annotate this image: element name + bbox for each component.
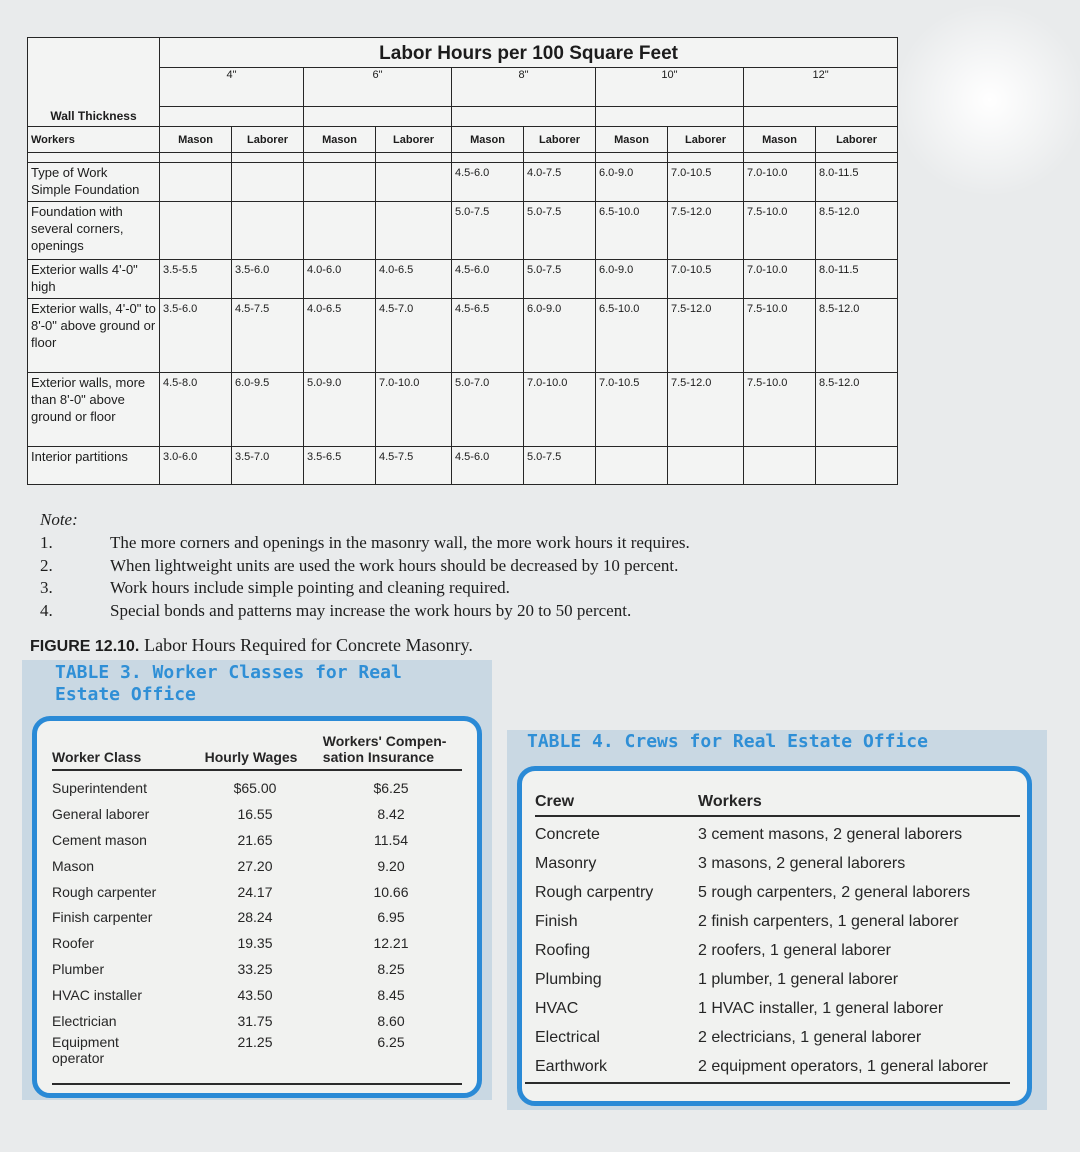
work-type-label: Exterior walls, more than 8'-0" above ground or floor xyxy=(28,373,160,447)
notes-title: Note: xyxy=(40,510,78,529)
worker-class: Electrician xyxy=(52,1012,117,1029)
notes-section xyxy=(40,510,840,622)
worker-header: Laborer xyxy=(816,127,898,153)
table-cell: 8.0-11.5 xyxy=(816,260,898,299)
worker-classes-table xyxy=(52,733,462,1068)
worker-header: Laborer xyxy=(668,127,744,153)
table-cell: 7.5-12.0 xyxy=(668,299,744,373)
table-cell: 4.0-6.0 xyxy=(304,260,376,299)
worker-class: General laborer xyxy=(52,805,150,822)
table-cell: 6.5-10.0 xyxy=(596,299,668,373)
work-type-cell xyxy=(28,163,160,202)
table-cell: 5.0-7.5 xyxy=(524,260,596,299)
table-row xyxy=(535,878,1020,907)
column-header: Worker Class xyxy=(52,749,142,765)
size-header-12: 12" xyxy=(744,67,898,107)
table-cell: 6.0-9.0 xyxy=(524,299,596,373)
worker-header: Mason xyxy=(304,127,376,153)
crew-name: Roofing xyxy=(535,941,591,959)
note-text: Work hours include simple pointing and cleaning required. xyxy=(110,578,510,597)
table-cell: 4.5-7.0 xyxy=(376,299,452,373)
worker-class: HVAC installer xyxy=(52,987,142,1004)
table-row xyxy=(535,1023,1020,1052)
table-cell: 4.5-6.0 xyxy=(452,163,524,202)
table-cell: 4.0-6.5 xyxy=(304,299,376,373)
table-row xyxy=(535,965,1020,994)
size-header-6: 6" xyxy=(304,67,452,107)
comp-insurance: 6.25 xyxy=(377,1033,405,1050)
table-cell: 4.5-8.0 xyxy=(160,373,232,447)
comp-insurance: 8.25 xyxy=(377,961,405,978)
worker-class: Roofer xyxy=(52,935,95,952)
table-cell: 7.0-10.0 xyxy=(744,260,816,299)
column-header: Hourly Wages xyxy=(204,749,298,765)
figure-caption-label: FIGURE 12.10. xyxy=(30,638,140,655)
crew-name: Plumbing xyxy=(535,970,602,988)
table-row xyxy=(535,994,1020,1023)
table-cell: 7.5-10.0 xyxy=(744,373,816,447)
table-title: Labor Hours per 100 Square Feet xyxy=(160,38,898,68)
worker-class: Plumber xyxy=(52,961,105,978)
table-cell: 4.5-6.0 xyxy=(452,260,524,299)
corner-blank xyxy=(28,38,160,68)
hourly-wage: 28.24 xyxy=(237,909,273,926)
table-row xyxy=(52,982,462,1008)
crew-workers: 2 roofers, 1 general laborer xyxy=(698,941,891,959)
table-row xyxy=(535,907,1020,936)
table-cell xyxy=(160,163,232,202)
table-cell: 8.5-12.0 xyxy=(816,299,898,373)
work-type-label: Foundation with several corners, openings xyxy=(28,202,160,260)
table-cell: 4.0-6.5 xyxy=(376,260,452,299)
table-cell: 5.0-7.5 xyxy=(524,447,596,485)
crew-workers: 5 rough carpenters, 2 general laborers xyxy=(698,883,971,901)
hourly-wage: 31.75 xyxy=(237,1012,273,1029)
table-cell xyxy=(304,163,376,202)
table-cell: 7.5-10.0 xyxy=(744,299,816,373)
note-item xyxy=(40,600,840,623)
comp-insurance: 9.20 xyxy=(377,857,405,874)
crew-workers: 1 HVAC installer, 1 general laborer xyxy=(698,999,944,1017)
column-header: Workers xyxy=(698,793,762,810)
table-cell: 8.0-11.5 xyxy=(816,163,898,202)
column-header: Workers' Compen-sation Insurance xyxy=(322,733,447,765)
crew-workers: 3 cement masons, 2 general laborers xyxy=(698,825,963,843)
table-cell: 7.0-10.0 xyxy=(524,373,596,447)
work-type-label: Exterior walls 4'-0" high xyxy=(28,260,160,299)
table-row xyxy=(52,1034,462,1068)
table-cell xyxy=(668,447,744,485)
note-number: 1. xyxy=(40,533,53,552)
table-cell: 3.5-6.0 xyxy=(232,260,304,299)
crew-name: Finish xyxy=(535,912,578,930)
note-number: 4. xyxy=(40,600,53,620)
worker-class: Equipment operator xyxy=(52,1033,119,1066)
table-row xyxy=(52,801,462,827)
labor-hours-table xyxy=(27,37,898,485)
work-type-label: Simple Foundation xyxy=(31,182,140,198)
work-type-label: Interior partitions xyxy=(28,447,160,485)
table-cell: 7.0-10.0 xyxy=(744,163,816,202)
size-header-8: 8" xyxy=(452,67,596,107)
table4-heading: TABLE 4. Crews for Real Estate Office xyxy=(527,731,928,752)
worker-header: Laborer xyxy=(376,127,452,153)
table-cell: 7.0-10.5 xyxy=(668,260,744,299)
table-cell: 6.0-9.5 xyxy=(232,373,304,447)
comp-insurance: 8.45 xyxy=(377,987,405,1004)
table-cell: 4.0-7.5 xyxy=(524,163,596,202)
note-item xyxy=(40,577,840,600)
hourly-wage: 21.25 xyxy=(237,1033,273,1050)
worker-class: Cement mason xyxy=(52,831,147,848)
table4-bottom-rule xyxy=(525,1082,1010,1084)
table-row xyxy=(52,904,462,930)
table-header-row xyxy=(535,793,1020,817)
hourly-wage: 19.35 xyxy=(237,935,273,952)
table-cell: 3.5-5.5 xyxy=(160,260,232,299)
comp-insurance: 6.95 xyxy=(377,909,405,926)
workers-label: Workers xyxy=(28,127,160,153)
crew-name: Earthwork xyxy=(535,1057,608,1075)
hourly-wage: 27.20 xyxy=(237,857,273,874)
table-cell: 6.5-10.0 xyxy=(596,202,668,260)
worker-class: Superintendent xyxy=(52,779,147,796)
worker-header: Mason xyxy=(452,127,524,153)
worker-header: Mason xyxy=(744,127,816,153)
table-cell: 4.5-6.5 xyxy=(452,299,524,373)
table-cell: 8.5-12.0 xyxy=(816,373,898,447)
crew-workers: 2 finish carpenters, 1 general laborer xyxy=(698,912,959,930)
table-cell: 5.0-7.5 xyxy=(452,202,524,260)
table-cell: 3.5-6.5 xyxy=(304,447,376,485)
figure-caption-text: Labor Hours Required for Concrete Masonry. xyxy=(144,635,473,655)
worker-class: Rough carpenter xyxy=(52,883,157,900)
wall-thickness-label: Wall Thickness xyxy=(50,108,137,123)
comp-insurance: 10.66 xyxy=(373,883,409,900)
table-cell: 5.0-7.5 xyxy=(524,202,596,260)
table-cell: 7.5-12.0 xyxy=(668,373,744,447)
table-cell: 7.0-10.5 xyxy=(668,163,744,202)
hourly-wage: 43.50 xyxy=(237,987,273,1004)
work-type-label: Exterior walls, 4'-0" to 8'-0" above ground or floor xyxy=(28,299,160,373)
table-cell xyxy=(160,202,232,260)
comp-insurance: 8.42 xyxy=(377,805,405,822)
note-text: Special bonds and patterns may increase the work hours by 20 to 50 percent. xyxy=(110,600,632,620)
hourly-wage: $65.00 xyxy=(233,779,277,796)
worker-header: Mason xyxy=(596,127,668,153)
comp-insurance: 11.54 xyxy=(374,831,408,848)
crew-name: HVAC xyxy=(535,999,579,1017)
table-cell xyxy=(232,163,304,202)
crew-name: Concrete xyxy=(535,825,600,843)
table-cell: 3.5-6.0 xyxy=(160,299,232,373)
table-cell: 5.0-7.0 xyxy=(452,373,524,447)
table-cell: 4.5-7.5 xyxy=(232,299,304,373)
type-of-work-label: Type of Work xyxy=(31,165,108,181)
table-cell: 4.5-7.5 xyxy=(376,447,452,485)
worker-class: Finish carpenter xyxy=(52,909,153,926)
table-cell: 8.5-12.0 xyxy=(816,202,898,260)
table-row xyxy=(52,853,462,879)
table-cell: 7.0-10.0 xyxy=(376,373,452,447)
crew-name: Masonry xyxy=(535,854,597,872)
table-cell: 3.0-6.0 xyxy=(160,447,232,485)
hourly-wage: 24.17 xyxy=(237,883,273,900)
table3-bottom-rule xyxy=(52,1083,462,1085)
note-number: 2. xyxy=(40,555,53,575)
table-cell xyxy=(596,447,668,485)
worker-header: Laborer xyxy=(232,127,304,153)
crew-workers: 3 masons, 2 general laborers xyxy=(698,854,906,872)
crew-name: Electrical xyxy=(535,1028,600,1046)
note-item xyxy=(40,532,840,555)
light-glare xyxy=(880,0,1080,200)
table-cell: 7.5-12.0 xyxy=(668,202,744,260)
crew-workers: 2 equipment operators, 1 general laborer xyxy=(698,1057,988,1075)
column-header: Crew xyxy=(535,793,575,810)
size-header-4: 4" xyxy=(160,67,304,107)
table-cell xyxy=(816,447,898,485)
crew-workers: 1 plumber, 1 general laborer xyxy=(698,970,899,988)
table-row xyxy=(52,1008,462,1034)
comp-insurance: 8.60 xyxy=(377,1012,405,1029)
table-cell: 4.5-6.0 xyxy=(452,447,524,485)
table-cell: 7.0-10.5 xyxy=(596,373,668,447)
table-row xyxy=(535,849,1020,878)
worker-header: Laborer xyxy=(524,127,596,153)
hourly-wage: 33.25 xyxy=(237,961,273,978)
table-cell xyxy=(376,163,452,202)
table3-heading: TABLE 3. Worker Classes for Real Estate Office xyxy=(55,662,402,705)
table-cell xyxy=(376,202,452,260)
table-row xyxy=(52,956,462,982)
crew-workers: 2 electricians, 1 general laborer xyxy=(698,1028,922,1046)
table-cell xyxy=(304,202,376,260)
table-cell: 6.0-9.0 xyxy=(596,260,668,299)
table-row xyxy=(52,775,462,801)
hourly-wage: 16.55 xyxy=(237,805,273,822)
note-number: 3. xyxy=(40,578,53,597)
size-header-10: 10" xyxy=(596,67,744,107)
comp-insurance: $6.25 xyxy=(373,779,409,796)
worker-header: Mason xyxy=(160,127,232,153)
table-row xyxy=(535,820,1020,849)
comp-insurance: 12.21 xyxy=(373,935,409,952)
table-row xyxy=(52,930,462,956)
figure-caption xyxy=(30,635,473,656)
wall-thickness-header xyxy=(28,67,160,127)
table-cell xyxy=(744,447,816,485)
note-item xyxy=(40,555,840,578)
table-cell xyxy=(232,202,304,260)
hourly-wage: 21.65 xyxy=(237,831,273,848)
note-text: The more corners and openings in the masonry wall, the more work hours it requires. xyxy=(110,533,690,552)
table-cell: 7.5-10.0 xyxy=(744,202,816,260)
table-cell: 5.0-9.0 xyxy=(304,373,376,447)
table-header-row xyxy=(52,733,462,771)
worker-class: Mason xyxy=(52,857,95,874)
table-row xyxy=(52,827,462,853)
table-row xyxy=(535,1052,1020,1081)
table-cell: 6.0-9.0 xyxy=(596,163,668,202)
table-row xyxy=(52,879,462,905)
table-row xyxy=(535,936,1020,965)
table-cell: 3.5-7.0 xyxy=(232,447,304,485)
note-text: When lightweight units are used the work hours should be decreased by 10 percent. xyxy=(110,555,679,575)
crews-table xyxy=(535,793,1020,1081)
crew-name: Rough carpentry xyxy=(535,883,654,901)
